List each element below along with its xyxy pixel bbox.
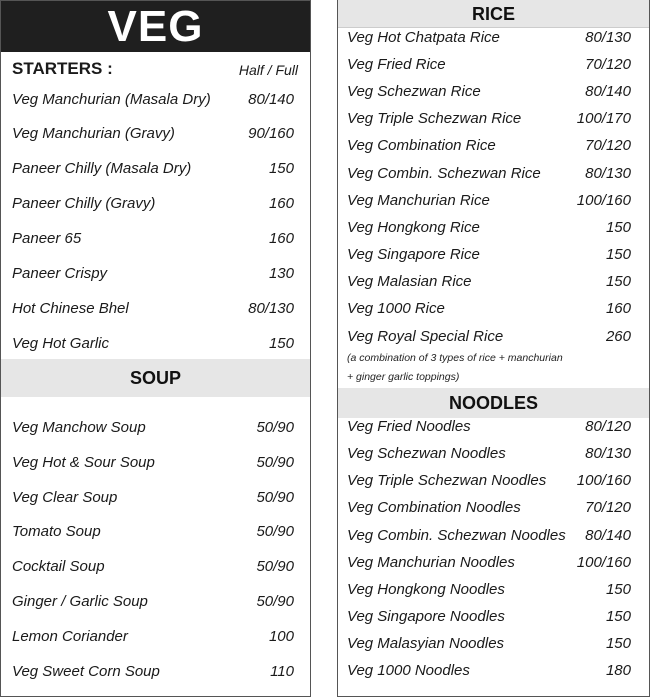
item-name: Paneer Chilly (Masala Dry)	[12, 160, 192, 177]
menu-item	[347, 580, 631, 600]
noodles-section-header: NOODLES	[338, 388, 649, 418]
item-name: Tomato Soup	[12, 523, 101, 540]
menu-item	[12, 229, 294, 249]
menu-item	[347, 634, 631, 654]
item-price: 160	[605, 300, 631, 317]
starters-title: STARTERS :	[12, 59, 113, 78]
item-name: Veg Hot Garlic	[12, 335, 109, 352]
menu-item	[347, 136, 631, 156]
menu-item	[12, 159, 294, 179]
item-price: 50/90	[256, 523, 294, 540]
menu-item	[347, 191, 631, 211]
menu-item	[12, 334, 294, 354]
item-price: 80/130	[585, 165, 631, 182]
item-price: 160	[268, 230, 294, 247]
item-name: Paneer Crispy	[12, 265, 108, 282]
item-price: 150	[605, 219, 631, 236]
item-price: 100/170	[576, 110, 631, 127]
menu-item	[12, 299, 294, 319]
menu-item	[347, 245, 631, 265]
item-price: 150	[605, 246, 631, 263]
rice-section-header: RICE	[338, 0, 649, 28]
right-menu-panel	[337, 0, 650, 697]
item-name: Veg Manchow Soup	[12, 419, 146, 436]
item-name: Veg 1000 Noodles	[347, 662, 470, 679]
menu-item	[12, 627, 294, 647]
item-price: 80/140	[585, 527, 631, 544]
menu-item	[347, 109, 631, 129]
item-name: Veg Hongkong Rice	[347, 219, 480, 236]
item-price: 150	[605, 635, 631, 652]
item-price: 70/120	[585, 137, 631, 154]
item-name: Veg Manchurian (Gravy)	[12, 125, 175, 142]
item-price: 100	[268, 628, 294, 645]
item-price: 80/130	[248, 300, 294, 317]
item-name: Veg Manchurian (Masala Dry)	[12, 91, 211, 108]
starters-header	[12, 59, 298, 83]
item-price: 80/130	[585, 445, 631, 462]
item-name: Ginger / Garlic Soup	[12, 593, 148, 610]
menu-item	[347, 218, 631, 238]
menu-item	[347, 526, 631, 546]
item-name: Veg Combin. Schezwan Rice	[347, 165, 541, 182]
item-name: Veg Combination Rice	[347, 137, 496, 154]
item-price: 80/120	[585, 418, 631, 435]
item-name: Veg Malasian Rice	[347, 273, 472, 290]
menu-item	[347, 553, 631, 573]
menu-item	[12, 90, 294, 110]
item-name: Veg Fried Noodles	[347, 418, 471, 435]
menu-item	[347, 661, 631, 681]
menu-item	[12, 264, 294, 284]
item-name: Cocktail Soup	[12, 558, 105, 575]
menu-item	[347, 471, 631, 491]
item-price: 50/90	[256, 454, 294, 471]
menu-item	[347, 417, 631, 437]
item-name: Veg Hot & Sour Soup	[12, 454, 155, 471]
item-name: Veg Fried Rice	[347, 56, 446, 73]
menu-item	[347, 498, 631, 518]
menu-item	[12, 194, 294, 214]
item-name: Lemon Coriander	[12, 628, 128, 645]
item-price: 80/140	[585, 83, 631, 100]
menu-item	[12, 662, 294, 682]
half-full-label: Half / Full	[238, 62, 298, 78]
item-price: 90/160	[248, 125, 294, 142]
rice-note-line1: (a combination of 3 types of rice + manchurian	[347, 352, 563, 364]
menu-item	[347, 272, 631, 292]
item-price: 70/120	[585, 56, 631, 73]
item-name: Veg Combin. Schezwan Noodles	[347, 527, 566, 544]
menu-item	[12, 124, 294, 144]
item-name: Paneer 65	[12, 230, 82, 247]
item-name: Veg Singapore Rice	[347, 246, 480, 263]
item-price: 50/90	[256, 593, 294, 610]
item-name: Veg Schezwan Noodles	[347, 445, 506, 462]
item-price: 160	[268, 195, 294, 212]
item-name: Veg Triple Schezwan Noodles	[347, 472, 547, 489]
menu-item	[347, 55, 631, 75]
item-name: Veg Manchurian Rice	[347, 192, 490, 209]
item-price: 50/90	[256, 558, 294, 575]
left-menu-panel	[0, 0, 311, 697]
menu-item	[347, 444, 631, 464]
item-name: Veg Manchurian Noodles	[347, 554, 515, 571]
item-price: 150	[605, 608, 631, 625]
item-price: 100/160	[576, 192, 631, 209]
item-price: 150	[605, 581, 631, 598]
menu-item	[12, 557, 294, 577]
item-name: Veg Singapore Noodles	[347, 608, 505, 625]
soup-section-header: SOUP	[1, 359, 310, 397]
item-name: Hot Chinese Bhel	[12, 300, 129, 317]
item-price: 50/90	[256, 489, 294, 506]
rice-note-line2: + ginger garlic toppings)	[347, 371, 460, 383]
menu-item	[347, 299, 631, 319]
item-name: Veg Hot Chatpata Rice	[347, 29, 500, 46]
veg-title: VEG	[1, 1, 310, 52]
item-name: Paneer Chilly (Gravy)	[12, 195, 156, 212]
item-price: 110	[270, 663, 294, 680]
item-price: 150	[268, 335, 294, 352]
menu-item	[347, 164, 631, 184]
item-price: 80/140	[248, 91, 294, 108]
item-price: 50/90	[256, 419, 294, 436]
item-price: 150	[605, 273, 631, 290]
menu-item	[347, 607, 631, 627]
item-name: Veg Schezwan Rice	[347, 83, 481, 100]
menu-item	[347, 28, 631, 48]
item-price: 180	[605, 662, 631, 679]
item-name: Veg Sweet Corn Soup	[12, 663, 160, 680]
item-price: 100/160	[576, 554, 631, 571]
menu-item	[12, 592, 294, 612]
item-name: Veg Combination Noodles	[347, 499, 521, 516]
menu-item	[12, 522, 294, 542]
item-price: 100/160	[576, 472, 631, 489]
item-name: Veg Malasyian Noodles	[347, 635, 505, 652]
menu-item	[12, 488, 294, 508]
menu-item	[347, 82, 631, 102]
item-price: 150	[268, 160, 294, 177]
item-price: 80/130	[585, 29, 631, 46]
menu-item	[347, 327, 631, 347]
item-price: 260	[605, 328, 631, 345]
menu-item	[12, 453, 294, 473]
item-price: 130	[268, 265, 294, 282]
item-name: Veg Royal Special Rice	[347, 328, 504, 345]
item-name: Veg Hongkong Noodles	[347, 581, 505, 598]
item-name: Veg 1000 Rice	[347, 300, 445, 317]
item-name: Veg Triple Schezwan Rice	[347, 110, 522, 127]
item-price: 70/120	[585, 499, 631, 516]
menu-item	[12, 418, 294, 438]
item-name: Veg Clear Soup	[12, 489, 118, 506]
